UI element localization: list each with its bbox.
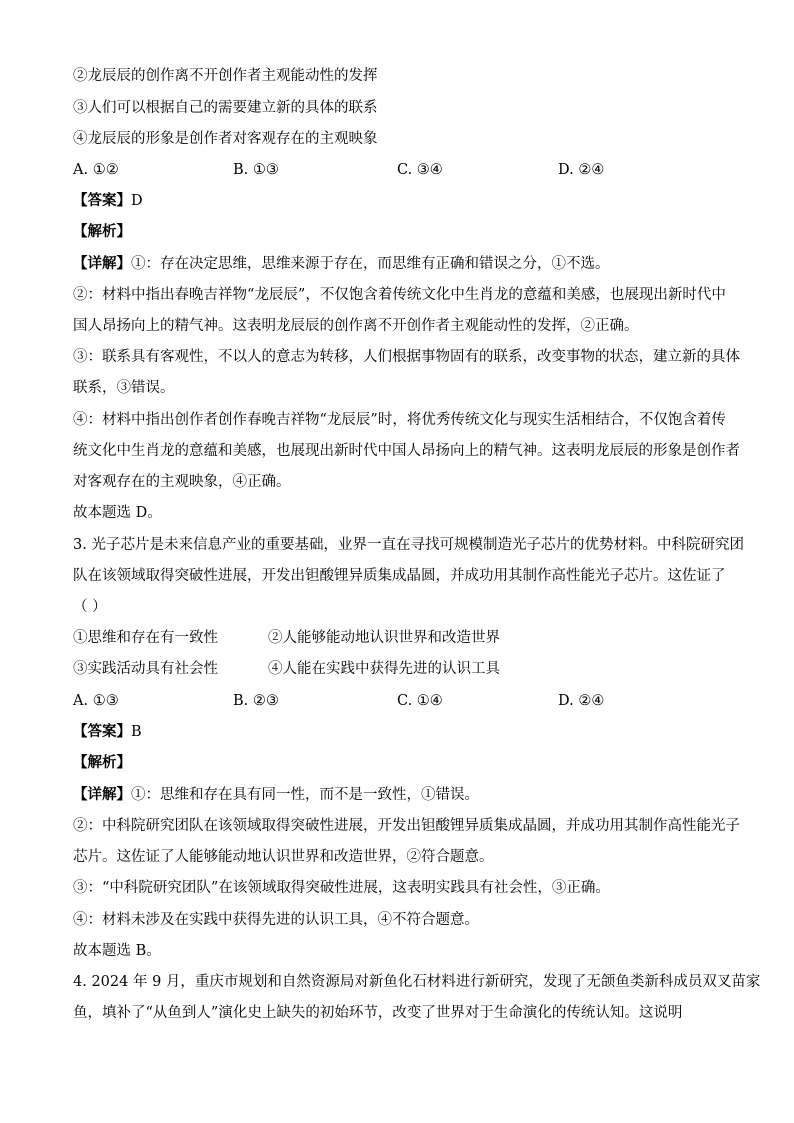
q2-detail-2-line-1: ②：材料中指出春晚吉祥物“龙辰辰”，不仅饱含着传统文化中生肖龙的意蕴和美感，也展现出新时代中	[73, 287, 726, 303]
analysis-tag: 【解析】	[73, 223, 131, 240]
q3-item-3: ③实践活动具有社会性	[73, 661, 218, 677]
q3-detail-3: ③：“中科院研究团队”在该领域取得突破性进展，这表明实践具有社会性，③正确。	[73, 880, 610, 896]
q2-detail-4-line-2: 统文化中生肖龙的意蕴和美感，也展现出新时代中国人昂扬向上的精气神。这表明龙辰辰的形象是创作者	[73, 443, 740, 459]
q2-item-3: ③人们可以根据自己的需要建立新的具体的联系	[73, 100, 378, 116]
q2-detail-3-line-2: 联系，③错误。	[73, 380, 175, 396]
q3-detail-2-line-2: 芯片。这佐证了人能够能动地认识世界和改造世界，②符合题意。	[73, 849, 494, 865]
answer-tag: 【答案】	[73, 192, 131, 209]
q3-answer-line	[73, 722, 142, 742]
q2-detail-4-line-3: 对客观存在的主观映象，④正确。	[73, 474, 291, 490]
answer-tag: 【答案】	[73, 723, 131, 740]
q2-detail-2-line-2: 国人昂扬向上的精气神。这表明龙辰辰的创作离不开创作者主观能动性的发挥，②正确。	[73, 318, 639, 334]
q2-conclusion: 故本题选 D。	[73, 505, 162, 521]
q2-detail-1	[73, 254, 610, 274]
q3-stem-line-1: 3. 光子芯片是未来信息产业的重要基础，业界一直在寻找可规模制造光子芯片的优势材料。中科院研究团	[73, 537, 744, 553]
answer-value: B	[131, 724, 142, 740]
q3-detail-4: ④：材料未涉及在实践中获得先进的认识工具，④不符合题意。	[73, 912, 479, 928]
q2-answer-line	[73, 191, 143, 211]
detail-tag: 【详解】	[73, 255, 131, 272]
q3-option-b: B. ②③	[233, 693, 279, 709]
q3-item-4: ④人能在实践中获得先进的认识工具	[268, 661, 500, 677]
q3-option-a: A. ①③	[73, 693, 119, 709]
detail-text: ①：存在决定思维，思维来源于存在，而思维有正确和错误之分，①不选。	[131, 256, 610, 272]
q3-stem-blank: （ ）	[73, 599, 107, 615]
q2-detail-3-line-1: ③：联系具有客观性，不以人的意志为转移，人们根据事物固有的联系，改变事物的状态，建立新的具体	[73, 349, 740, 365]
q2-option-a: A. ①②	[73, 162, 119, 178]
q2-option-b: B. ①③	[233, 162, 279, 178]
q2-detail-4-line-1: ④：材料中指出创作者创作春晚吉祥物“龙辰辰”时，将优秀传统文化与现实生活相结合，不仅饱含着传	[73, 412, 726, 428]
q3-item-2: ②人能够能动地认识世界和改造世界	[268, 630, 500, 646]
q2-item-2: ②龙辰辰的创作离不开创作者主观能动性的发挥	[73, 68, 378, 84]
q4-stem-line-1: 4. 2024 年 9 月，重庆市规划和自然资源局对新鱼化石材料进行新研究，发现了无颌鱼类新科成员双叉苗家	[73, 974, 761, 990]
q3-detail-2-line-1: ②：中科院研究团队在该领域取得突破性进展，开发出钽酸锂异质集成晶圆，并成功用其制作高性能光子	[73, 818, 740, 834]
detail-text: ①：思维和存在具有同一性，而不是一致性，①错误。	[131, 787, 479, 803]
q3-conclusion: 故本题选 B。	[73, 943, 161, 959]
q3-item-1: ①思维和存在有一致性	[73, 630, 218, 646]
q3-detail-1	[73, 785, 479, 805]
q2-option-d: D. ②④	[558, 162, 605, 178]
analysis-tag: 【解析】	[73, 754, 131, 771]
answer-value: D	[131, 193, 143, 209]
q2-option-c: C. ③④	[397, 162, 443, 178]
q2-item-4: ④龙辰辰的形象是创作者对客观存在的主观映象	[73, 131, 378, 147]
q3-option-d: D. ②④	[558, 693, 605, 709]
q3-option-c: C. ①④	[397, 693, 443, 709]
q4-stem-line-2: 鱼，填补了“从鱼到人”演化史上缺失的初始环节，改变了世界对于生命演化的传统认知。这说明	[73, 1005, 683, 1021]
q3-stem-line-2: 队在该领域取得突破性进展，开发出钽酸锂异质集成晶圆，并成功用其制作高性能光子芯片。这佐证了	[73, 568, 726, 584]
detail-tag: 【详解】	[73, 786, 131, 803]
